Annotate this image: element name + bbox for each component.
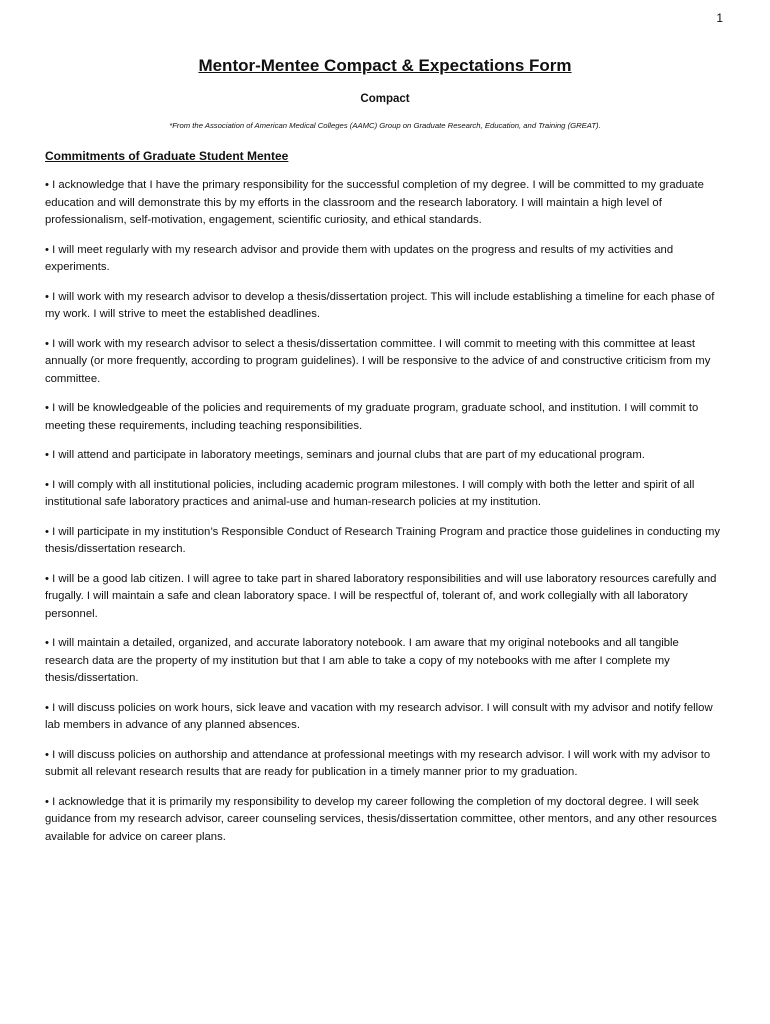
bullet-symbol: •	[45, 748, 49, 761]
bullet-symbol: •	[45, 701, 49, 714]
commitment-item	[45, 400, 725, 435]
commitment-item	[45, 794, 725, 847]
bullet-symbol: •	[45, 402, 49, 414]
bullet-symbol: •	[45, 290, 49, 303]
bullet-symbol: •	[45, 179, 49, 191]
commitment-item	[45, 177, 725, 230]
commitment-text: I will maintain a detailed, organized, and accurate laboratory notebook. I am aware that my original notebooks and all tangible research data are the property of my institution but that I am able to take a copy of my notebooks with me after I complete my thesis/dissertation.	[45, 637, 679, 684]
page-number: 1	[716, 11, 723, 25]
bullet-symbol: •	[45, 337, 49, 350]
commitment-text: I will meet regularly with my research advisor and provide them with updates on the progress and results of my activities and experiments.	[45, 243, 674, 273]
commitment-item	[45, 524, 725, 559]
commitment-item	[45, 289, 725, 324]
source-note: *From the Association of American Medical Colleges (AAMC) Group on Graduate Research, Education, and Training (GREAT).	[169, 121, 601, 130]
document-subtitle: Compact	[360, 93, 410, 105]
commitment-item	[45, 477, 725, 512]
section-heading: Commitments of Graduate Student Mentee	[45, 149, 289, 163]
commitment-item	[45, 571, 725, 624]
bullet-symbol: •	[45, 525, 49, 538]
bullet-symbol: •	[45, 243, 49, 256]
commitment-text: I will discuss policies on authorship and attendance at professional meetings with my research advisor. I will work with my advisor to submit all relevant research results that are ready for publication in a timely manner prior to my graduation.	[45, 748, 711, 778]
commitment-item	[45, 242, 725, 277]
commitment-text: I acknowledge that I have the primary responsibility for the successful completion of my degree. I will be committed to my graduate education and will demonstrate this by my efforts in the classroom and the research laboratory. I will maintain a high level of professionalism, self-motivation, engagement, scientific curiosity, and ethical standards.	[45, 179, 704, 226]
commitment-text: I will be knowledgeable of the policies and requirements of my graduate program, graduate school, and institution. I will commit to meeting these requirements, including teaching responsibilities.	[45, 402, 699, 432]
bullet-symbol: •	[45, 795, 49, 808]
commitments-list	[45, 177, 725, 858]
commitment-text: I will work with my research advisor to select a thesis/dissertation committee. I will commit to meeting with this committee at least annually (or more frequently, according to program guidelines). I will be responsive to the advice of and constructive criticism from my committee.	[45, 337, 711, 385]
commitment-item	[45, 635, 725, 688]
commitment-item	[45, 700, 725, 735]
commitment-text: I will participate in my institution’s Responsible Conduct of Research Training Program and practice those guidelines in conducting my thesis/dissertation research.	[45, 525, 721, 555]
commitment-text: I will work with my research advisor to develop a thesis/dissertation project. This will include establishing a timeline for each phase of my work. I will strive to meet the established deadlines.	[45, 290, 715, 320]
document-title: Mentor-Mentee Compact & Expectations Form	[198, 56, 572, 75]
bullet-symbol: •	[45, 449, 49, 461]
commitment-text: I will attend and participate in laboratory meetings, seminars and journal clubs that are part of my educational program.	[52, 449, 645, 461]
commitment-text: I will discuss policies on work hours, sick leave and vacation with my research advisor. I will consult with my advisor and notify fellow lab members in advance of any planned absences.	[45, 701, 713, 731]
commitment-text: I will comply with all institutional policies, including academic program milestones. I will comply with both the letter and spirit of all institutional safe laboratory practices and animal-use and human-research policies at my institution.	[45, 478, 695, 508]
commitment-text: I will be a good lab citizen. I will agree to take part in shared laboratory responsibilities and will use laboratory resources carefully and frugally. I will maintain a safe and clean laboratory space. I will be respectful of, tolerant of, and work collegially with all laboratory personnel.	[45, 572, 717, 620]
bullet-symbol: •	[45, 572, 49, 585]
bullet-symbol: •	[45, 637, 49, 649]
commitment-item	[45, 747, 725, 782]
bullet-symbol: •	[45, 478, 49, 491]
commitment-text: I acknowledge that it is primarily my responsibility to develop my career following the completion of my doctoral degree. I will seek guidance from my research advisor, career counseling services, thesis/dissertation committee, other mentors, and any other resources available for advice on career plans.	[45, 795, 717, 843]
commitment-item	[45, 447, 725, 465]
commitment-item	[45, 336, 725, 389]
